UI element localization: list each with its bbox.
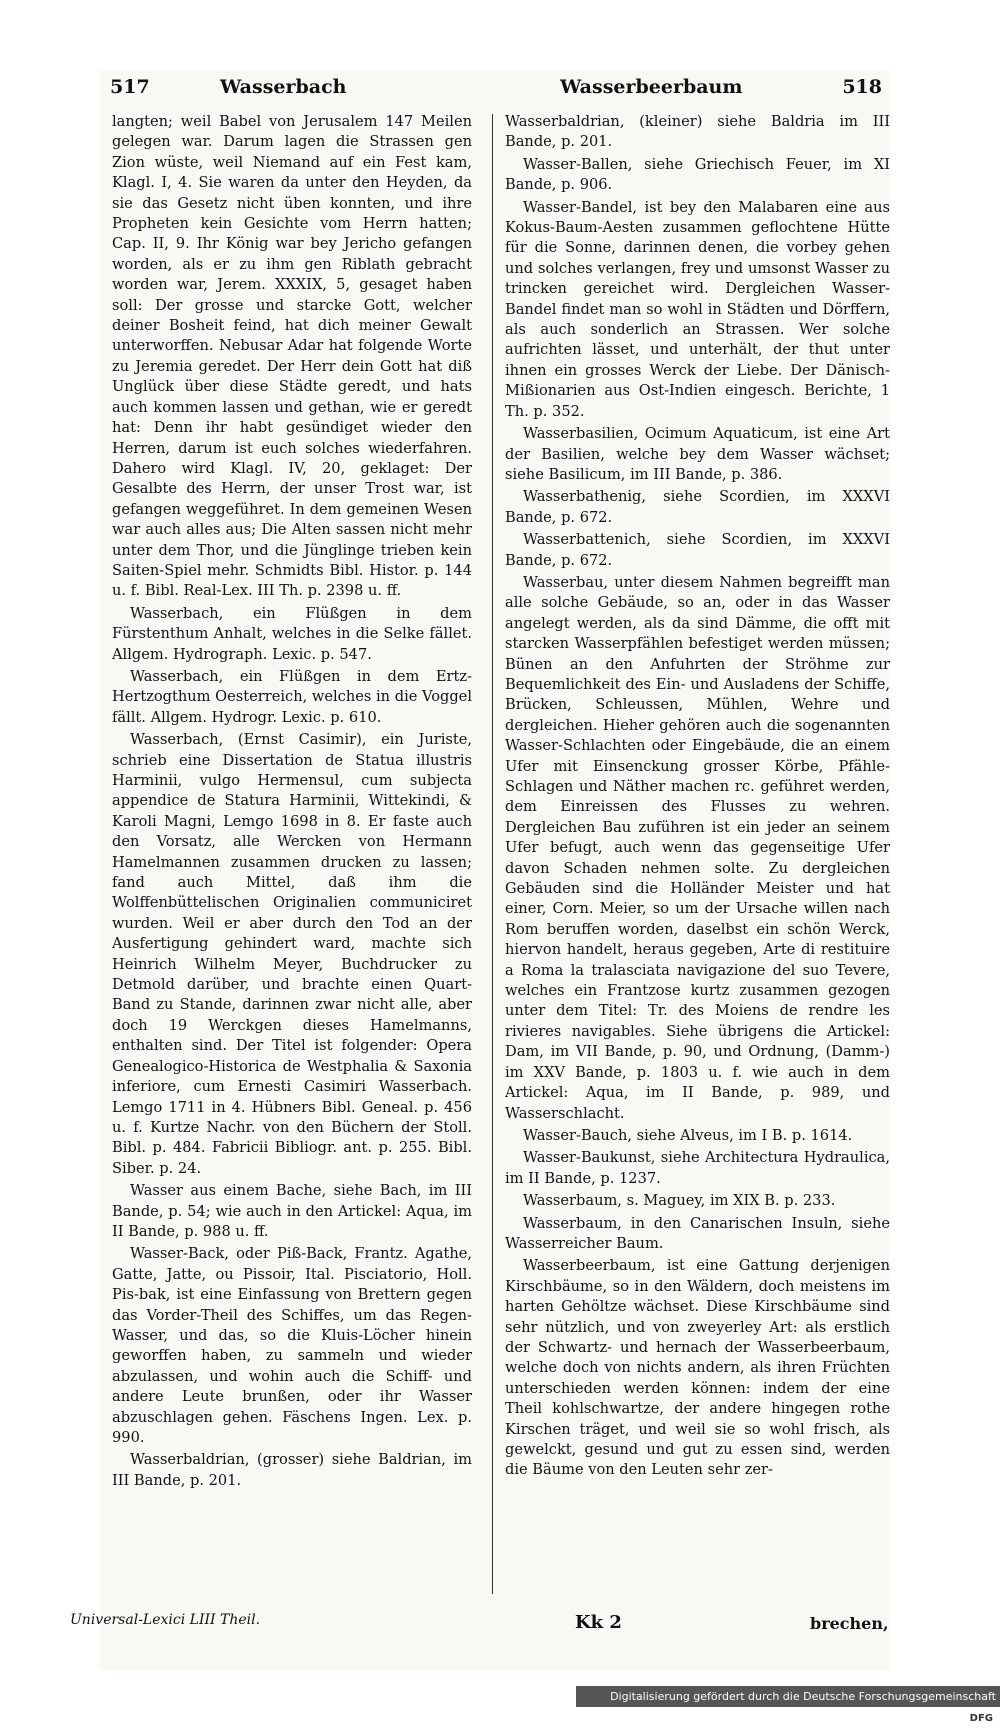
volume-signature: Universal-Lexici LIII Theil.	[70, 1612, 261, 1628]
page-number-left: 517	[110, 76, 150, 98]
entry-paragraph: Wasserbeerbaum, ist eine Gattung derjenigen Kirschbäume, so in den Wäldern, doch meistens im harten Gehöltze wächset. Diese Kirschbäume sind sehr nützlich, und von zweyerley Art: als erstlich der Schwartz- und hernach der Wasserbeerbaum, welche doch von nichts andern, als ihren Früchten unterschieden werden können: indem der eine Theil kohlschwartze, der andere hingegen rothe Kirschen träget, und weil sie so wohl frisch, als gewelckt, gesund und gut zu essen sind, werden die Bäume von den Leuten sehr zer-	[505, 1257, 890, 1479]
entry-paragraph: Wasserbaum, s. Maguey, im XIX B. p. 233.	[523, 1192, 836, 1210]
entry-paragraph: Wasser-Baukunst, siehe Architectura Hydraulica, im II Bande, p. 1237.	[505, 1149, 890, 1187]
sheet-mark: Kk 2	[575, 1612, 622, 1633]
entry-paragraph: Wasserbach, ein Flüßgen in dem Fürstenthum Anhalt, welches in die Selke fället. Allgem. Hydrograph. Lexic. p. 547.	[112, 604, 472, 663]
entry-paragraph: Wasserbathenig, siehe Scordien, im XXXVI Bande, p. 672.	[505, 488, 890, 526]
book-page	[100, 70, 890, 1670]
entry-paragraph: langten; weil Babel von Jerusalem 147 Meilen gelegen war. Darum lagen die Strassen gen Zion wüste, weil Niemand auf ein Fest kam, Klagl. I, 4. Sie waren da unter den Heyden, da sie das Gesetz nicht üben konnten, und ihre Propheten kein Gesichte vom Herrn hatten; Cap. II, 9. Ihr König war bey Jericho gefangen worden, als er zu ihm gen Riblath gebracht worden war, Jerem. XXXIX, 5, gesaget haben soll: Der grosse und starcke Gott, welcher deiner Bosheit feind, hat dich meiner Gewalt unterworffen. Nebusar Adar hat folgende Worte zu Jeremia geredet. Der Herr dein Gott hat diß Unglück über diese Städte geredt, und hats auch kommen lassen und gethan, wie er geredt hat: Denn ihr habt gesündiget wieder den Herren, darum ist euch solches wiederfahren. Dahero wird Klagl. IV, 20, geklaget: Der Gesalbte des Herrn, der unser Trost war, ist gefangen weggeführet. In dem gemeinen Wesen war auch alles aus; Die Alten sassen nicht mehr unter dem Thor, und die Jünglinge trieben kein Saiten-Spiel mehr. Schmidts Bibl. Histor. p. 144 u. f. Bibl. Real-Lex. III Th. p. 2398 u. ff.	[112, 113, 472, 600]
running-head-left: Wasserbach	[220, 76, 347, 98]
entry-paragraph: Wasser-Bandel, ist bey den Malabaren eine aus Kokus-Baum-Aesten zusammen geflochtene Hütte für die Sonne, darinnen denen, die vorbey gehen und solches verlangen, frey und umsonst Wasser zu trincken gereichet wird. Dergleichen Wasser-Bandel findet man so wohl in Städten und Dörffern, als auch sonderlich an Strassen. Wer solche aufrichten lässet, und unterhält, der thut unter ihnen ein grosses Werck der Liebe. Der Dänisch-Mißionarien aus Ost-Indien eingesch. Berichte, 1 Th. p. 352.	[505, 198, 890, 420]
entry-paragraph: Wasserbaldrian, (grosser) siehe Baldrian, im III Bande, p. 201.	[112, 1451, 472, 1489]
entry-paragraph: Wasser-Back, oder Piß-Back, Frantz. Agathe, Gatte, Jatte, ou Pissoir, Ital. Pisciatorio, Holl. Pis-bak, ist eine Einfassung von Brettern gegen das Vorder-Theil des Schiffes, um das Regen-Wasser, und das, so die Kluis-Löcher hinein geworffen haben, zu sammeln und wieder abzulassen, und wohin auch die Schiff- und andere Leute brunßen, oder ihr Wasser abzuschlagen gehen. Fäschens Ingen. Lex. p. 990.	[112, 1245, 472, 1446]
entry-paragraph: Wasser-Ballen, siehe Griechisch Feuer, im XI Bande, p. 906.	[505, 155, 890, 194]
catchword: brechen,	[810, 1614, 889, 1633]
digitization-footer	[576, 1686, 1000, 1724]
entry-paragraph: Wasserbattenich, siehe Scordien, im XXXVI Bande, p. 672.	[505, 531, 890, 569]
entry-paragraph: Wasserbach, ein Flüßgen in dem Ertz-Hertzogthum Oesterreich, welches in die Voggel fällt. Allgem. Hydrogr. Lexic. p. 610.	[112, 667, 472, 726]
column-divider	[492, 114, 493, 1594]
entry-paragraph: Wasser aus einem Bache, siehe Bach, im III Bande, p. 54; wie auch in den Artickel: Aqua, im II Bande, p. 988 u. ff.	[112, 1182, 472, 1240]
entry-paragraph: Wasserbaum, in den Canarischen Insuln, siehe Wasserreicher Baum.	[505, 1214, 890, 1252]
entry-paragraph: Wasserbaldrian, (kleiner) siehe Baldria im III Bande, p. 201.	[505, 113, 890, 151]
left-column	[112, 112, 472, 1612]
entry-paragraph: Wasserbau, unter diesem Nahmen begreifft man alle solche Gebäude, so an, oder in das Wasser angelegt werden, als da sind Dämme, die offt mit starcken Wasserpfählen befestiget werden müssen; Bünen an den Anfuhrten der Ströhme zur Bequemlichkeit des Ein- und Ausladens der Schiffe, Brücken, Schleussen, Mühlen, Wehre und dergleichen. Hieher gehören auch die sogenannten Wasser-Schlachten oder Eingebäude, die an einem Ufer mit Einsenckung grosser Körbe, Pfähle-Schlagen und Näther machen rc. geführet werden, dem Einreissen des Flusses zu wehren. Dergleichen Bau zuführen ist ein jeder an seinem Ufer befugt, auch wenn das gegenseitige Ufer davon Schaden nehmen solte. Zu dergleichen Gebäuden sind die Holländer Meister und hat einer, Corn. Meier, so um der Ursache willen nach Rom beruffen worden, daselbst ein schön Werck, hiervon handelt, heraus gegeben, Arte di restituire a Roma la tralasciata navigazione del suo Tevere, welches ein Frantzose kurtz zusammen gezogen unter dem Titel: Tr. des Moiens de rendre les rivieres navigables. Siehe übrigens die Artickel: Dam, im VII Bande, p. 90, und Ordnung, (Damm-) im XXV Bande, p. 1803 u. f. wie auch in dem Artickel: Aqua, im II Bande, p. 989, und Wasserschlacht.	[505, 573, 890, 1122]
right-column	[505, 112, 890, 1612]
running-head-right: Wasserbeerbaum	[560, 76, 743, 98]
footer-text: Digitalisierung gefördert durch die Deutsche Forschungsgemeinschaft	[610, 1690, 996, 1703]
page-number-right: 518	[842, 76, 882, 98]
entry-paragraph: Wasserbach, (Ernst Casimir), ein Juriste, schrieb eine Dissertation de Statua illustris Harminii, vulgo Hermensul, cum subjecta appendice de Statura Harminii, Wittekindi, & Karoli Magni, Lemgo 1698 in 8. Er faste auch den Vorsatz, alle Wercken von Hermann Hamelmannen zusammen drucken zu lassen; fand auch Mittel, daß ihm die Wolffenbüttelischen Originalien communiciret wurden. Weil er aber durch den Tod an der Ausfertigung gehindert ward, machte sich Heinrich Wilhelm Meyer, Buchdrucker zu Detmold darüber, und brachte einen Quart-Band zu Stande, darinnen zwar nicht alle, aber doch 19 Werckgen dieses Hamelmanns, enthalten sind. Der Titel ist folgender: Opera Genealogico-Historica de Westphalia & Saxonia inferiore, cum Ernesti Casimiri Wasserbach. Lemgo 1711 in 4. Hübners Bibl. Geneal. p. 456 u. f. Kurtze Nachr. von den Büchern der Stoll. Bibl. p. 484. Fabricii Bibliogr. ant. p. 255. Bibl. Siber. p. 24.	[112, 731, 472, 1177]
entry-paragraph: Wasserbasilien, Ocimum Aquaticum, ist eine Art der Basilien, welche bey dem Wasser wächset; siehe Basilicum, im III Bande, p. 386.	[505, 425, 890, 483]
page-header	[100, 70, 890, 110]
dfg-logo: DFG	[967, 1711, 996, 1726]
entry-paragraph: Wasser-Bauch, siehe Alveus, im I B. p. 1614.	[523, 1126, 853, 1144]
